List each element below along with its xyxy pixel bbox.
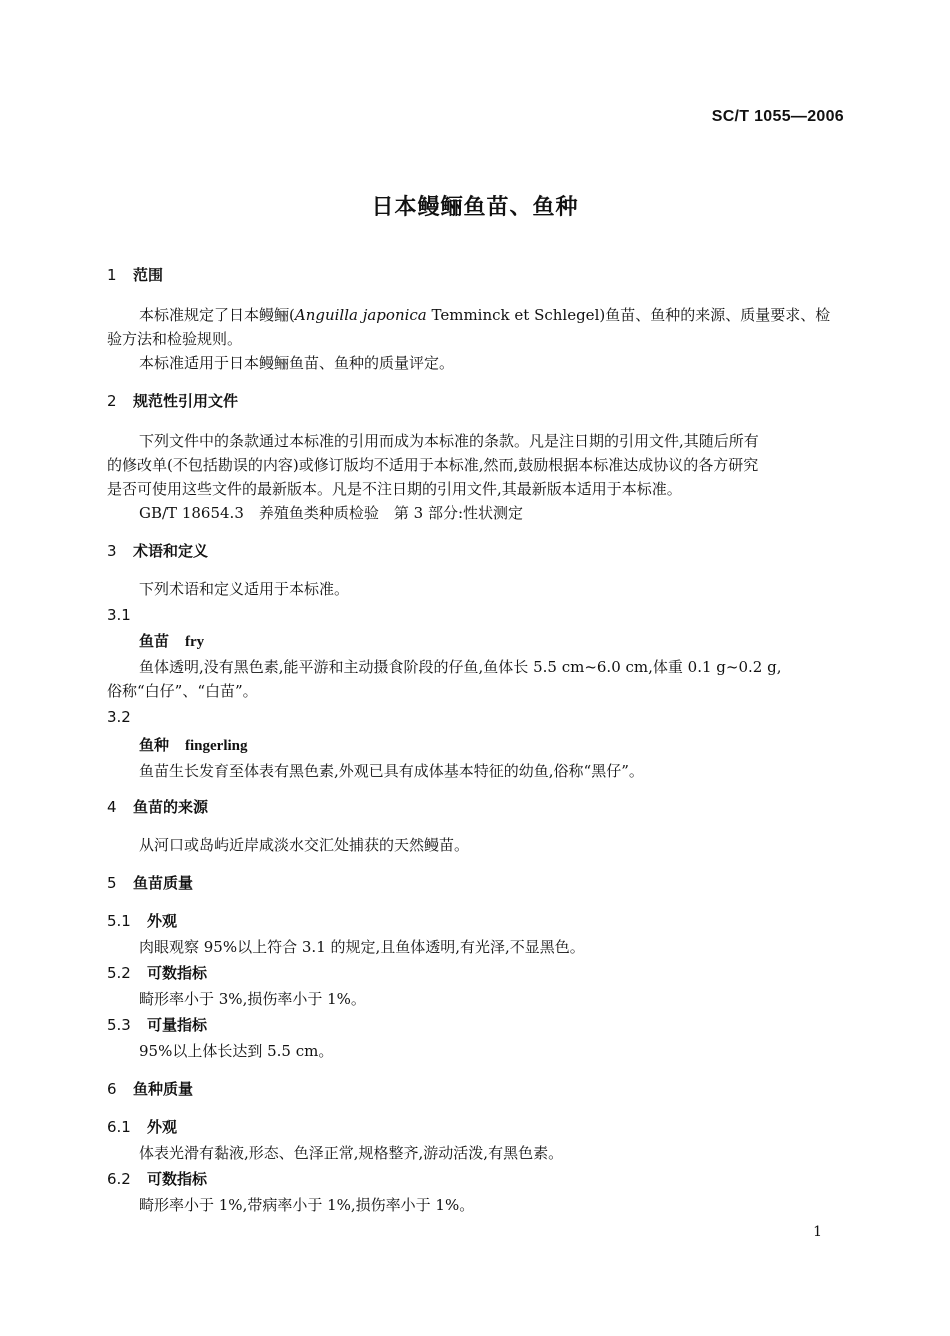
subsection-title: 可数指标 xyxy=(147,1170,208,1188)
subsection-number: 5.1 xyxy=(107,912,131,930)
paragraph: 下列术语和定义适用于本标准。 xyxy=(139,580,350,598)
section-number: 2 xyxy=(107,392,117,410)
standard-code: SC/T 1055—2006 xyxy=(711,108,844,125)
section-number: 3 xyxy=(107,542,117,560)
paragraph: 畸形率小于 3%,损伤率小于 1%。 xyxy=(139,990,366,1008)
section-title: 范围 xyxy=(133,266,164,284)
paragraph-continuation: 验方法和检验规则。 xyxy=(107,330,243,348)
paragraph: 从河口或岛屿近岸咸淡水交汇处捕获的天然鳗苗。 xyxy=(139,836,470,854)
definition-continuation: 俗称“白仔”、“白苗”。 xyxy=(107,682,258,700)
section-6-heading xyxy=(107,1078,193,1099)
paragraph: 肉眼观察 95%以上符合 3.1 的规定,且鱼体透明,有光泽,不显黑色。 xyxy=(139,938,585,956)
term-number: 3.2 xyxy=(107,708,131,726)
section-number: 6 xyxy=(107,1080,117,1098)
term-cn: 鱼种 xyxy=(139,736,170,754)
section-number: 4 xyxy=(107,798,117,816)
subsection-number: 5.3 xyxy=(107,1016,131,1034)
section-number: 5 xyxy=(107,874,117,892)
section-title: 鱼种质量 xyxy=(133,1080,194,1098)
section-2-heading xyxy=(107,390,238,411)
subsection-title: 可数指标 xyxy=(147,964,208,982)
paragraph xyxy=(139,304,830,325)
term-cn: 鱼苗 xyxy=(139,632,170,650)
subsection-title: 可量指标 xyxy=(147,1016,208,1034)
section-title: 鱼苗的来源 xyxy=(133,798,209,816)
section-3-heading xyxy=(107,540,208,561)
subsection-number: 5.2 xyxy=(107,964,131,982)
subsection-6-1-heading xyxy=(107,1116,177,1137)
section-title: 规范性引用文件 xyxy=(133,392,239,410)
term-number: 3.1 xyxy=(107,606,131,624)
text-run: 本标准规定了日本鳗鲡( xyxy=(139,306,295,324)
subsection-number: 6.2 xyxy=(107,1170,131,1188)
paragraph: 下列文件中的条款通过本标准的引用而成为本标准的条款。凡是注日期的引用文件,其随后所有 xyxy=(139,432,759,450)
subsection-number: 6.1 xyxy=(107,1118,131,1136)
subsection-title: 外观 xyxy=(147,912,178,930)
page-number: 1 xyxy=(813,1224,822,1240)
section-number: 1 xyxy=(107,266,117,284)
section-title: 术语和定义 xyxy=(133,542,209,560)
section-4-heading xyxy=(107,796,208,817)
definition: 鱼体透明,没有黑色素,能平游和主动摄食阶段的仔鱼,鱼体长 5.5 cm~6.0 cm,体重 0.1 g~0.2 g, xyxy=(139,658,782,676)
term-entry xyxy=(139,734,248,755)
section-title: 鱼苗质量 xyxy=(133,874,194,892)
text-run: Temminck et Schlegel)鱼苗、鱼种的来源、质量要求、检 xyxy=(426,306,831,324)
normative-reference: GB/T 18654.3 养殖鱼类种质检验 第 3 部分:性状测定 xyxy=(139,504,523,522)
paragraph: 95%以上体长达到 5.5 cm。 xyxy=(139,1042,334,1060)
paragraph: 体表光滑有黏液,形态、色泽正常,规格整齐,游动活泼,有黑色素。 xyxy=(139,1144,564,1162)
paragraph-continuation: 是否可使用这些文件的最新版本。凡是不注日期的引用文件,其最新版本适用于本标准。 xyxy=(107,480,682,498)
subsection-6-2-heading xyxy=(107,1168,207,1189)
scientific-name: Anguilla japonica xyxy=(294,306,427,324)
paragraph-continuation: 的修改单(不包括勘误的内容)或修订版均不适用于本标准,然而,鼓励根据本标准达成协议的各方研究 xyxy=(107,456,759,474)
subsection-5-1-heading xyxy=(107,910,177,931)
term-en: fry xyxy=(185,634,205,650)
subsection-5-3-heading xyxy=(107,1014,207,1035)
section-1-heading xyxy=(107,264,163,285)
document-title: 日本鳗鲡鱼苗、鱼种 xyxy=(371,195,579,220)
section-5-heading xyxy=(107,872,193,893)
term-entry xyxy=(139,630,204,651)
paragraph: 本标准适用于日本鳗鲡鱼苗、鱼种的质量评定。 xyxy=(139,354,455,372)
paragraph: 畸形率小于 1%,带病率小于 1%,损伤率小于 1%。 xyxy=(139,1196,475,1214)
subsection-5-2-heading xyxy=(107,962,207,983)
definition: 鱼苗生长发育至体表有黑色素,外观已具有成体基本特征的幼鱼,俗称“黑仔”。 xyxy=(139,762,644,780)
subsection-title: 外观 xyxy=(147,1118,178,1136)
term-en: fingerling xyxy=(185,738,248,754)
